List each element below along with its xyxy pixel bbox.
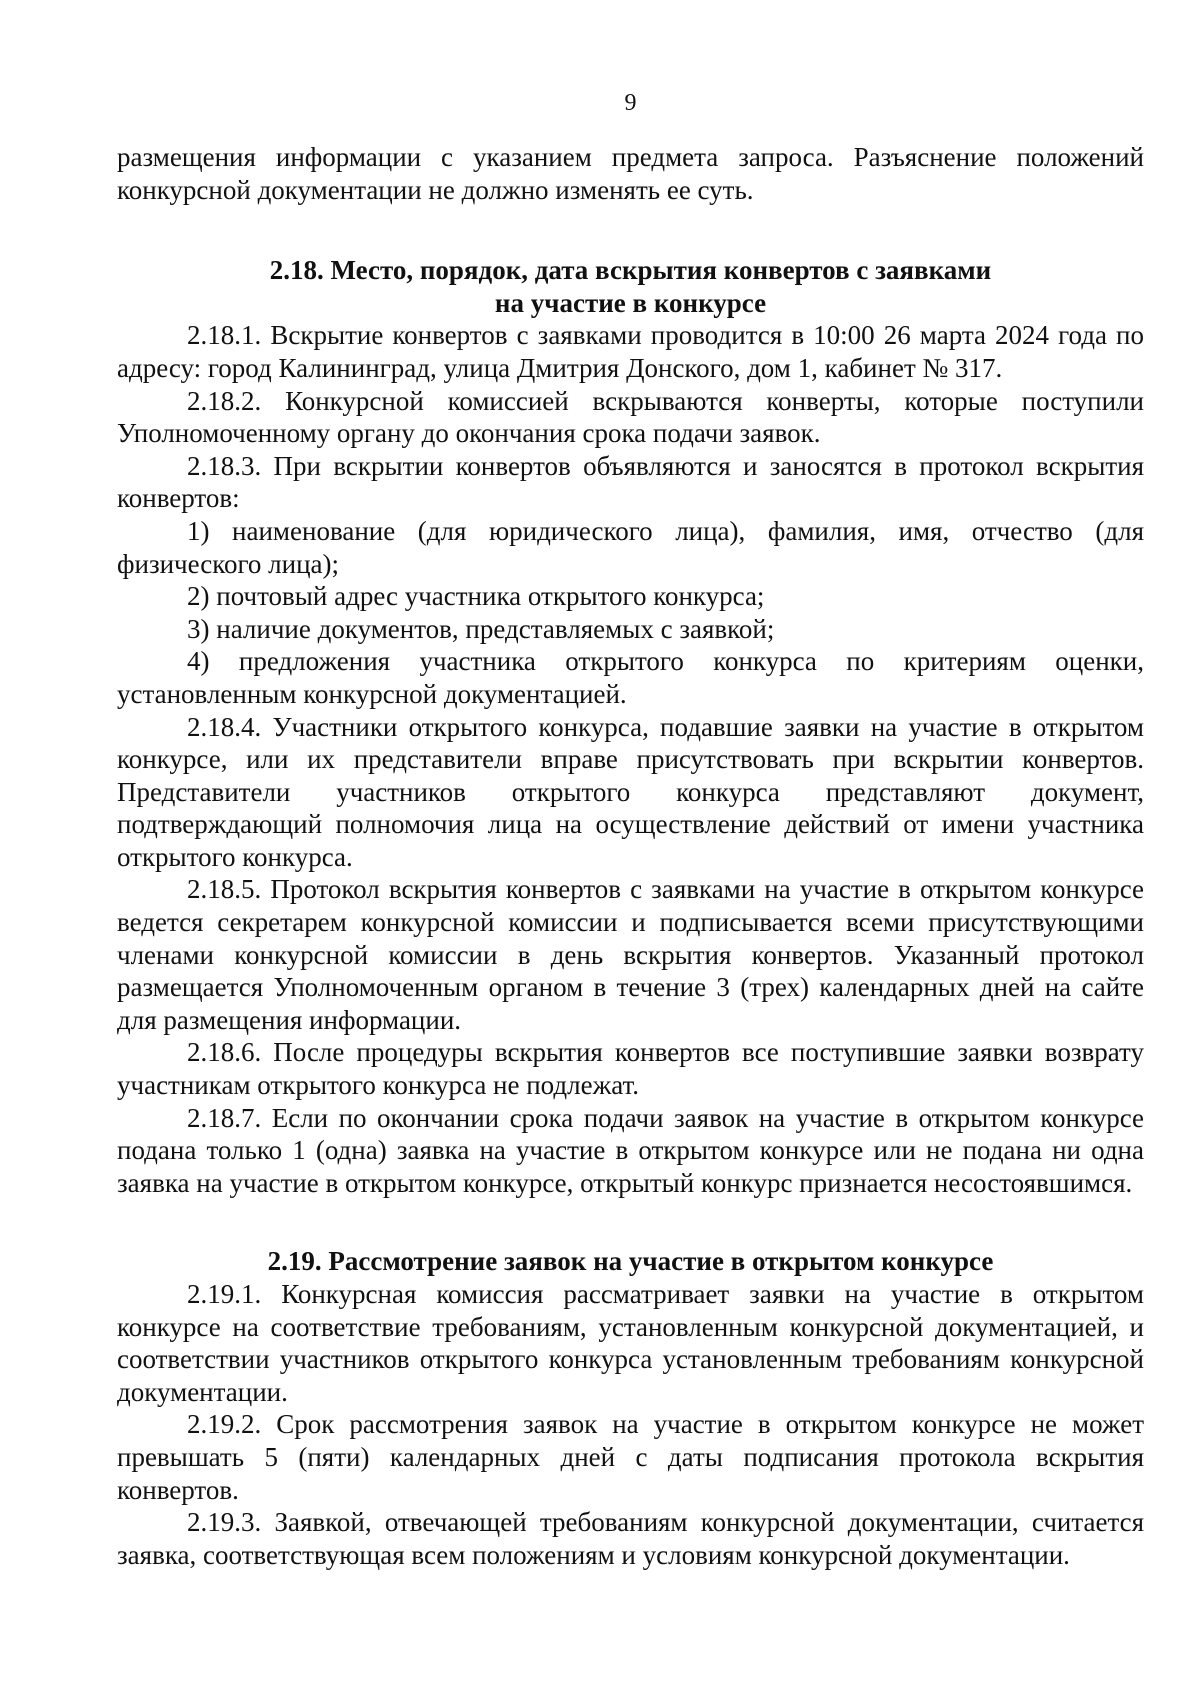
clause-2-19-3: 2.19.3. Заявкой, отвечающей требованиям конкурсной документации, считается заявка, соответствующая всем положениям и условиям конкурсной документации. — [117, 1507, 1144, 1570]
clause-2-18-3: 2.18.3. При вскрытии конвертов объявляются и заносятся в протокол вскрытия конвертов: — [117, 450, 1144, 514]
section-2-19-heading: 2.19. Рассмотрение заявок на участие в открытом конкурсе — [267, 1246, 994, 1277]
clause-2-18-5: 2.18.5. Протокол вскрытия конвертов с заявками на участие в открытом конкурсе ведется секретарем конкурсной комиссии и подписывается всеми присутствующими членами конкурсной комиссии в день вскрытия конвертов. Указанный протокол размещается Уполномоченным органом в течение 3 (трех) календарных дней на сайте для размещения информации. — [117, 874, 1144, 1035]
list-item-3: 3) наличие документов, представляемых с заявкой; — [187, 613, 775, 644]
clause-2-19-2: 2.19.2. Срок рассмотрения заявок на участие в открытом конкурсе не может превышать 5 (пяти) календарных дней с даты подписания протокола вскрытия конвертов. — [117, 1409, 1144, 1505]
clause-2-19-1: 2.19.1. Конкурсная комиссия рассматривает заявки на участие в открытом конкурсе на соответствие требованиям, установленным конкурсной документацией, и соответствии участников открытого конкурса установленным требованиям конкурсной документации. — [117, 1279, 1144, 1407]
section-2-18-heading-line-2: на участие в конкурсе — [494, 287, 767, 318]
clause-2-18-2: 2.18.2. Конкурсной комиссией вскрываются конверты, которые поступили Уполномоченному органу до окончания срока подачи заявок. — [117, 385, 1144, 449]
document-body — [117, 141, 1144, 1571]
section-spacer — [117, 1199, 1144, 1245]
clause-2-18-4: 2.18.4. Участники открытого конкурса, подавшие заявки на участие в открытом конкурсе, или их представители вправе присутствовать при вскрытии конвертов. Представители участников открытого конкурса представляют документ, подтверждающий полномочия лица на осуществление действий от имени участника открытого конкурса. — [117, 711, 1144, 872]
intro-paragraph: размещения информации с указанием предмета запроса. Разъяснение положений конкурсной документации не должно изменять ее суть. — [117, 142, 1144, 205]
clause-2-18-6: 2.18.6. После процедуры вскрытия конвертов все поступившие заявки возврату участникам открытого конкурса не подлежат. — [117, 1037, 1144, 1101]
section-2-18-heading — [117, 254, 1144, 319]
list-item-1: 1) наименование (для юридического лица), фамилия, имя, отчество (для физического лица); — [117, 515, 1144, 579]
section-2-18-heading-line-1: 2.18. Место, порядок, дата вскрытия конвертов с заявками — [269, 255, 992, 286]
clause-2-18-7: 2.18.7. Если по окончании срока подачи заявок на участие в открытом конкурсе подана только 1 (одна) заявка на участие в открытом конкурсе или не подана ни одна заявка на участие в открытом конкурсе, открытый конкурс признается несостоявшимся. — [117, 1102, 1144, 1198]
list-item-4: 4) предложения участника открытого конкурса по критериям оценки, установленным конкурсной документацией. — [117, 646, 1144, 709]
clause-2-18-1: 2.18.1. Вскрытие конвертов с заявками проводится в 10:00 26 марта 2024 года по адресу: город Калининград, улица Дмитрия Донского, дом 1, кабинет № 317. — [117, 320, 1144, 383]
section-spacer — [117, 206, 1144, 254]
page-number: 9 — [624, 90, 637, 116]
list-item-2: 2) почтовый адрес участника открытого конкурса; — [187, 581, 765, 612]
